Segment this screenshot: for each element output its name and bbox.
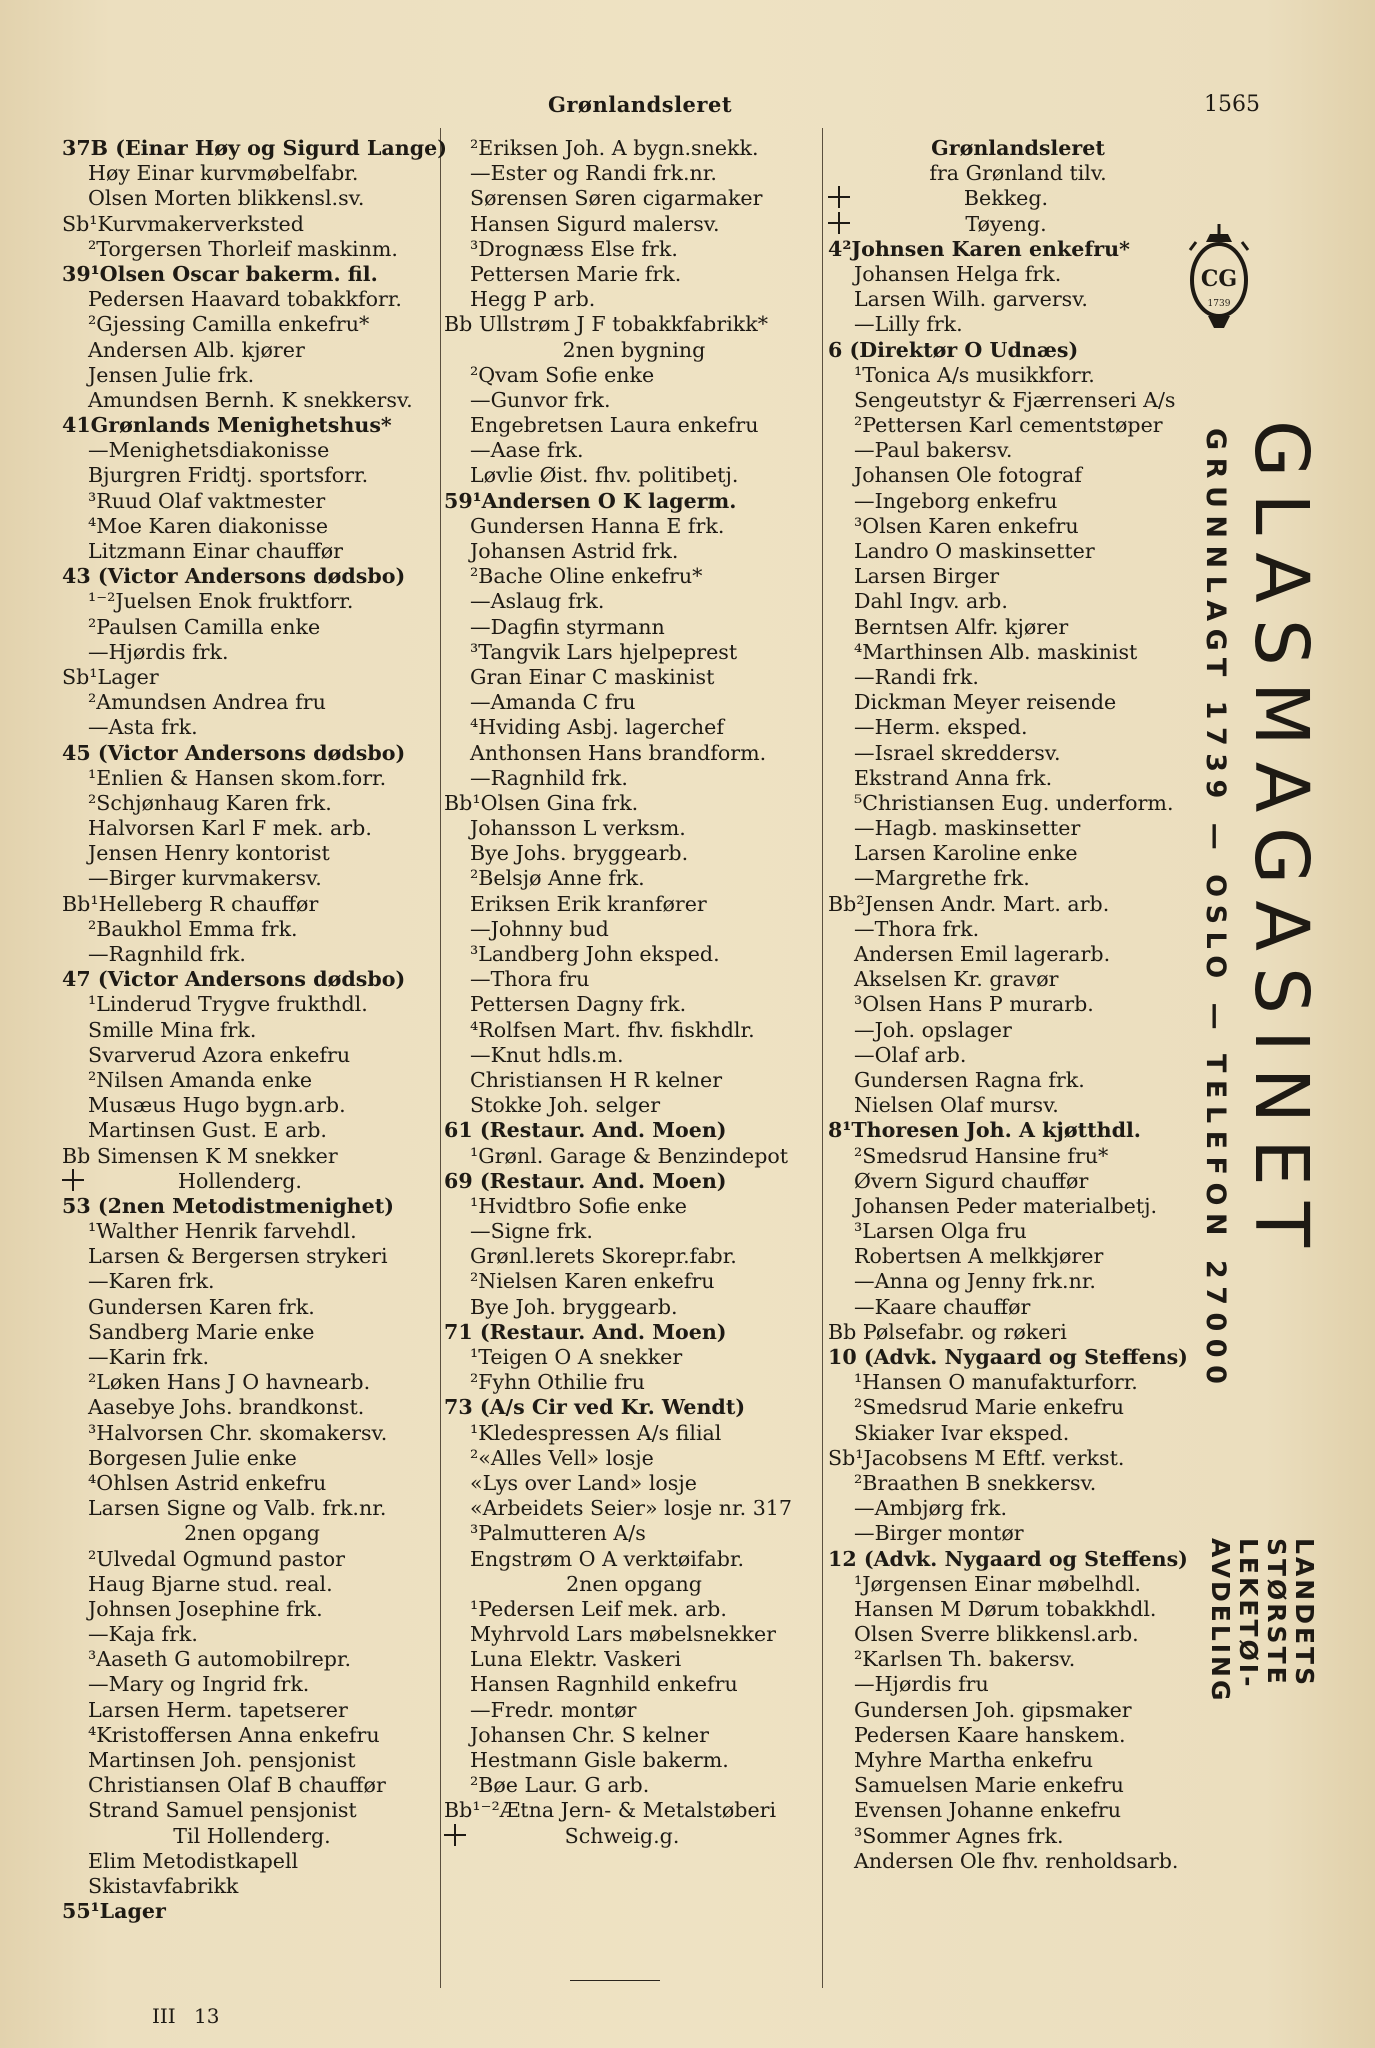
- directory-entry: Olsen Sverre blikkensl.arb.: [854, 1622, 1139, 1647]
- directory-entry: Dahl Ingv. arb.: [854, 589, 1008, 614]
- directory-entry: Myhrvold Lars møbelsnekker: [470, 1622, 776, 1647]
- directory-entry: ⁵Christiansen Eug. underform.: [854, 790, 1174, 815]
- directory-entry: Larsen Signe og Valb. frk.nr.: [88, 1496, 387, 1521]
- directory-entry: Martinsen Joh. pensjonist: [88, 1748, 356, 1772]
- directory-entry: Larsen Birger: [854, 564, 1000, 589]
- directory-entry: —Kaare chauffør: [854, 1294, 1031, 1319]
- lantern-logo-icon: [1188, 220, 1250, 340]
- directory-entry: Sengeutstyr & Fjærrenseri A/s: [854, 387, 1176, 412]
- directory-entry: [828, 212, 1208, 237]
- directory-entry: Akselsen Kr. gravør: [854, 967, 1059, 992]
- directory-entry: «Lys over Land» losje: [470, 1470, 697, 1495]
- directory-entry: Christiansen H R kelner: [470, 1067, 723, 1092]
- directory-entry: Hansen Ragnhild enkefru: [470, 1672, 738, 1697]
- directory-entry: ¹Walther Henrik farvehdl.: [88, 1219, 357, 1244]
- directory-entry: Gundersen Hanna E frk.: [470, 513, 725, 538]
- directory-entry: Martinsen Gust. E arb.: [88, 1118, 327, 1143]
- directory-column-2: [444, 136, 824, 1849]
- directory-entry: —Fredr. montør: [470, 1697, 637, 1722]
- directory-entry: Eriksen Erik kranfører: [470, 891, 707, 916]
- directory-entry: 8¹Thoresen Joh. A kjøtthdl.: [828, 1118, 1141, 1143]
- directory-entry: —Menighetsdiakonisse: [88, 438, 330, 463]
- directory-entry: 37B (Einar Høy og Sigurd Lange): [62, 136, 447, 160]
- directory-entry: —Margrethe frk.: [854, 866, 1030, 891]
- directory-entry: [62, 1169, 442, 1194]
- directory-entry: ²«Alles Vell» losje: [470, 1445, 654, 1470]
- directory-entry: —Signe frk.: [470, 1219, 593, 1244]
- directory-entry: 4²Johnsen Karen enkefru*: [828, 236, 1130, 261]
- directory-entry: Johansen Astrid frk.: [470, 539, 679, 563]
- directory-entry: 69 (Restaur. And. Moen): [444, 1168, 727, 1193]
- directory-entry: Bye Johs. bryggearb.: [470, 841, 689, 866]
- directory-entry: ³Aaseth G automobilrepr.: [88, 1647, 352, 1672]
- directory-entry: —Gunvor frk.: [470, 387, 611, 412]
- directory-entry: —Ester og Randi frk.nr.: [470, 161, 717, 186]
- directory-entry: Andersen Alb. kjører: [88, 337, 305, 362]
- directory-entry: 2nen bygning: [562, 337, 706, 362]
- directory-entry: Til Hollenderg.: [173, 1823, 331, 1848]
- directory-entry: —Birger kurvmakersv.: [88, 866, 322, 891]
- directory-entry: —Dagfin styrmann: [470, 614, 665, 639]
- directory-entry: Smille Mina frk.: [88, 1017, 257, 1042]
- directory-entry: Strand Samuel pensjonist: [88, 1798, 357, 1823]
- directory-entry: Grønlandsleret: [931, 136, 1105, 160]
- directory-entry: —Amanda C fru: [470, 690, 636, 715]
- directory-entry: Bb²Jensen Andr. Mart. arb.: [828, 891, 1110, 916]
- directory-entry: —Olaf arb.: [854, 1042, 967, 1067]
- directory-entry: ¹Enlien & Hansen skom.forr.: [88, 765, 387, 790]
- directory-entry: Bye Joh. bryggearb.: [470, 1294, 678, 1319]
- directory-entry: —Johnny bud: [470, 916, 609, 941]
- directory-entry: Ekstrand Anna frk.: [854, 765, 1053, 790]
- directory-entry: ²Baukhol Emma frk.: [88, 916, 298, 941]
- directory-entry: Berntsen Alfr. kjører: [854, 614, 1069, 639]
- directory-entry: Christiansen Olaf B chauffør: [88, 1773, 386, 1798]
- directory-entry: Samuelsen Marie enkefru: [854, 1773, 1124, 1798]
- directory-entry: —Randi frk.: [854, 664, 979, 689]
- cross-street-label: Tøyeng.: [965, 211, 1047, 236]
- directory-entry: ³Drognæss Else frk.: [470, 236, 678, 261]
- ad-side-line-3: LEKETØI-: [1234, 1538, 1263, 1690]
- directory-entry: ²Nielsen Karen enkefru: [470, 1269, 715, 1294]
- directory-entry: —Hjørdis fru: [854, 1672, 989, 1697]
- directory-entry: —Aslaug frk.: [470, 589, 605, 614]
- directory-entry: ⁴Hviding Asbj. lagerchef: [470, 715, 724, 740]
- directory-entry: ²Paulsen Camilla enke: [88, 614, 321, 639]
- directory-entry: ⁴Moe Karen diakonisse: [88, 513, 329, 538]
- directory-entry: Sb¹Jacobsens M Eftf. verkst.: [828, 1445, 1125, 1470]
- directory-column-1: [62, 136, 447, 1924]
- cross-street-marker-icon: [444, 1824, 466, 1846]
- directory-entry: ¹Hansen O manufakturforr.: [854, 1370, 1138, 1395]
- directory-entry: Johnsen Josephine frk.: [88, 1596, 323, 1621]
- directory-entry: Litzmann Einar chauffør: [88, 539, 344, 563]
- directory-entry: Gundersen Joh. gipsmaker: [854, 1697, 1132, 1722]
- directory-entry: —Ingeborg enkefru: [854, 488, 1058, 513]
- directory-entry: ²Qvam Sofie enke: [470, 362, 655, 387]
- cross-street-label: Schweig.g.: [564, 1823, 680, 1848]
- directory-entry: Dickman Meyer reisende: [854, 690, 1117, 715]
- directory-entry: Pedersen Haavard tobakkforr.: [88, 287, 402, 312]
- directory-entry: ²Eriksen Joh. A bygn.snekk.: [470, 136, 759, 160]
- directory-entry: ³Landberg John eksped.: [470, 942, 720, 966]
- directory-entry: ²Ulvedal Ogmund pastor: [88, 1546, 346, 1571]
- directory-entry: ²Bache Oline enkefru*: [470, 564, 703, 589]
- directory-entry: —Lilly frk.: [854, 312, 963, 337]
- directory-entry: Larsen & Bergersen strykeri: [88, 1244, 388, 1269]
- directory-entry: Bb¹⁻²Ætna Jern- & Metalstøberi: [444, 1798, 777, 1823]
- directory-entry: Landro O maskinsetter: [854, 539, 1095, 563]
- directory-entry: 61 (Restaur. And. Moen): [444, 1118, 727, 1143]
- directory-entry: ³Olsen Karen enkefru: [854, 513, 1079, 538]
- directory-entry: 10 (Advk. Nygaard og Steffens): [828, 1345, 1188, 1369]
- directory-entry: Hansen Sigurd malersv.: [470, 211, 720, 236]
- directory-entry: ²Fyhn Othilie fru: [470, 1370, 645, 1395]
- directory-entry: Luna Elektr. Vaskeri: [470, 1647, 682, 1672]
- directory-entry: Hegg P arb.: [470, 287, 596, 312]
- directory-entry: 2nen opgang: [184, 1521, 320, 1546]
- directory-entry: ³Larsen Olga fru: [854, 1219, 1027, 1244]
- directory-entry: ¹Hvidtbro Sofie enke: [470, 1193, 687, 1218]
- directory-entry: ²Løken Hans J O havnearb.: [88, 1370, 371, 1395]
- directory-entry: Larsen Karoline enke: [854, 841, 1078, 866]
- directory-entry: 39¹Olsen Oscar bakerm. fil.: [62, 261, 378, 286]
- directory-entry: ¹Tonica A/s musikkforr.: [854, 362, 1095, 387]
- directory-entry: Engebretsen Laura enkefru: [470, 413, 759, 438]
- directory-entry: Johansen Peder materialbetj.: [854, 1193, 1158, 1218]
- directory-entry: —Israel skreddersv.: [854, 740, 1061, 765]
- directory-entry: Borgesen Julie enke: [88, 1445, 297, 1470]
- directory-entry: [828, 186, 1208, 211]
- ad-headline: GLASMAGASINET: [1238, 420, 1324, 1264]
- directory-entry: Johansson L verksm.: [470, 816, 686, 841]
- directory-entry: 6 (Direktør O Udnæs): [828, 337, 1079, 362]
- directory-entry: fra Grønland tilv.: [929, 161, 1107, 186]
- directory-entry: ³Halvorsen Chr. skomakersv.: [88, 1420, 388, 1445]
- directory-entry: 55¹Lager: [62, 1899, 166, 1924]
- directory-entry: Sørensen Søren cigarmaker: [470, 186, 763, 211]
- directory-entry: [444, 1824, 824, 1849]
- directory-entry: Johansen Ole fotograf: [854, 463, 1082, 488]
- directory-entry: —Hagb. maskinsetter: [854, 816, 1081, 841]
- directory-entry: —Asta frk.: [88, 715, 198, 740]
- directory-entry: ¹⁻²Juelsen Enok fruktforr.: [88, 589, 354, 614]
- directory-entry: Olsen Morten blikkensl.sv.: [88, 186, 365, 211]
- directory-entry: —Kaja frk.: [88, 1622, 198, 1647]
- directory-entry: ²Braathen B snekkersv.: [854, 1470, 1097, 1495]
- directory-entry: Johansen Helga frk.: [854, 261, 1062, 286]
- directory-entry: —Anna og Jenny frk.nr.: [854, 1269, 1096, 1294]
- directory-entry: ⁴Kristoffersen Anna enkefru: [88, 1722, 380, 1747]
- directory-entry: —Aase frk.: [470, 438, 584, 463]
- directory-entry: ⁴Marthinsen Alb. maskinist: [854, 639, 1138, 664]
- directory-entry: Johansen Chr. S kelner: [470, 1722, 709, 1747]
- directory-entry: Sb¹Lager: [62, 664, 159, 689]
- cross-street-label: Bekkeg.: [963, 186, 1049, 211]
- directory-entry: —Hjørdis frk.: [88, 639, 229, 664]
- directory-entry: ³Palmutteren A/s: [470, 1521, 646, 1546]
- page-header-title: Grønlandsleret: [547, 92, 733, 117]
- directory-entry: Skiaker Ivar eksped.: [854, 1420, 1070, 1445]
- directory-entry: —Joh. opslager: [854, 1017, 1012, 1042]
- directory-entry: Øvern Sigurd chauffør: [854, 1168, 1089, 1193]
- cross-street-label: Hollenderg.: [178, 1168, 302, 1193]
- page-number: 1565: [1204, 92, 1260, 117]
- directory-entry: Jensen Henry kontorist: [88, 841, 330, 866]
- directory-entry: Bb Pølsefabr. og røkeri: [828, 1319, 1067, 1344]
- directory-entry: Bjurgren Fridtj. sportsforr.: [88, 463, 369, 488]
- directory-entry: ²Bøe Laur. G arb.: [470, 1773, 650, 1798]
- directory-entry: ³Tangvik Lars hjelpeprest: [470, 639, 738, 664]
- directory-entry: 53 (2nen Metodistmenighet): [62, 1193, 395, 1218]
- logo-letters: CG: [1200, 266, 1238, 292]
- directory-entry: —Karen frk.: [88, 1269, 215, 1294]
- directory-entry: ³Ruud Olaf vaktmester: [88, 488, 326, 513]
- directory-entry: 71 (Restaur. And. Moen): [444, 1319, 727, 1344]
- directory-entry: Pettersen Dagny frk.: [470, 992, 687, 1017]
- directory-entry: Musæus Hugo bygn.arb.: [88, 1093, 346, 1118]
- section-end-rule: [570, 1980, 660, 1981]
- directory-column-3: [828, 136, 1208, 1874]
- directory-entry: ²Nilsen Amanda enke: [88, 1067, 313, 1092]
- directory-entry: Svarverud Azora enkefru: [88, 1042, 351, 1067]
- directory-entry: —Ragnhild frk.: [470, 765, 628, 790]
- directory-entry: ³Olsen Hans P murarb.: [854, 992, 1094, 1017]
- directory-entry: Elim Metodistkapell: [88, 1848, 299, 1873]
- logo-year: 1739: [1207, 299, 1231, 309]
- directory-entry: ⁴Ohlsen Astrid enkefru: [88, 1470, 327, 1495]
- directory-entry: Andersen Emil lagerarb.: [854, 942, 1111, 966]
- directory-entry: Pedersen Kaare hanskem.: [854, 1722, 1126, 1747]
- directory-entry: —Ambjørg frk.: [854, 1496, 1008, 1521]
- cross-street-marker-icon: [828, 186, 850, 208]
- directory-entry: ¹Grønl. Garage & Benzindepot: [470, 1143, 789, 1168]
- directory-entry: 41Grønlands Menighetshus*: [62, 413, 392, 438]
- directory-entry: Gundersen Ragna frk.: [854, 1067, 1085, 1092]
- cross-street-marker-icon: [62, 1169, 84, 1191]
- directory-entry: Bb¹Olsen Gina frk.: [444, 790, 639, 815]
- directory-entry: 2nen opgang: [566, 1571, 702, 1596]
- directory-entry: —Birger montør: [854, 1521, 1024, 1546]
- directory-entry: Hestmann Gisle bakerm.: [470, 1748, 729, 1772]
- directory-entry: ²Karlsen Th. bakersv.: [854, 1647, 1076, 1672]
- directory-entry: —Paul bakersv.: [854, 438, 1013, 463]
- directory-entry: Gundersen Karen frk.: [88, 1294, 315, 1319]
- directory-entry: Sandberg Marie enke: [88, 1319, 315, 1344]
- directory-entry: ¹Jørgensen Einar møbelhdl.: [854, 1571, 1141, 1596]
- directory-entry: Aasebye Johs. brandkonst.: [88, 1395, 365, 1420]
- directory-entry: Løvlie Øist. fhv. politibetj.: [470, 463, 739, 488]
- directory-entry: —Herm. eksped.: [854, 715, 1028, 740]
- directory-entry: Andersen Ole fhv. renholdsarb.: [854, 1848, 1179, 1873]
- directory-entry: ²Pettersen Karl cementstøper: [854, 413, 1163, 438]
- directory-entry: ²Gjessing Camilla enkefru*: [88, 312, 370, 337]
- directory-entry: —Mary og Ingrid frk.: [88, 1672, 310, 1697]
- directory-entry: ¹Teigen O A snekker: [470, 1345, 683, 1369]
- directory-entry: ³Sommer Agnes frk.: [854, 1823, 1064, 1848]
- directory-entry: ¹Pedersen Leif mek. arb.: [470, 1596, 727, 1621]
- directory-entry: Stokke Joh. selger: [470, 1093, 661, 1118]
- ad-side-line-2: STØRSTE: [1262, 1538, 1291, 1687]
- directory-entry: Evensen Johanne enkefru: [854, 1798, 1121, 1823]
- directory-entry: —Thora frk.: [854, 916, 980, 941]
- directory-entry: —Ragnhild frk.: [88, 942, 246, 966]
- ad-side-line-1: LANDETS: [1290, 1538, 1319, 1689]
- directory-entry: Pettersen Marie frk.: [470, 261, 682, 286]
- cross-street-marker-icon: [828, 212, 850, 234]
- directory-entry: —Knut hdls.m.: [470, 1042, 624, 1067]
- directory-entry: ²Smedsrud Marie enkefru: [854, 1395, 1125, 1420]
- directory-entry: Engstrøm O A verktøifabr.: [470, 1546, 745, 1571]
- directory-entry: Robertsen A melkkjører: [854, 1244, 1104, 1269]
- directory-entry: ²Torgersen Thorleif maskinm.: [88, 236, 398, 261]
- directory-entry: Sb¹Kurvmakerverksted: [62, 211, 304, 236]
- directory-entry: Grønl.lerets Skorepr.fabr.: [470, 1244, 737, 1269]
- directory-entry: ²Belsjø Anne frk.: [470, 866, 645, 891]
- directory-entry: Larsen Wilh. garversv.: [854, 287, 1088, 312]
- directory-entry: 59¹Andersen O K lagerm.: [444, 488, 737, 513]
- directory-entry: Nielsen Olaf mursv.: [854, 1093, 1059, 1118]
- directory-entry: Bb¹Helleberg R chauffør: [62, 891, 319, 916]
- directory-entry: «Arbeidets Seier» losje nr. 317: [470, 1496, 793, 1521]
- directory-entry: Jensen Julie frk.: [88, 362, 255, 387]
- ad-subline: GRUNNLAGT 1739 — OSLO — TELEFON 27000: [1200, 428, 1231, 1392]
- directory-entry: Larsen Herm. tapetserer: [88, 1697, 348, 1722]
- directory-entry: 73 (A/s Cir ved Kr. Wendt): [444, 1395, 746, 1420]
- directory-entry: Anthonsen Hans brandform.: [470, 740, 767, 765]
- directory-entry: Gran Einar C maskinist: [470, 664, 715, 689]
- directory-entry: ⁴Rolfsen Mart. fhv. fiskhdlr.: [470, 1017, 755, 1042]
- directory-entry: Hansen M Dørum tobakkhdl.: [854, 1596, 1157, 1621]
- directory-entry: Høy Einar kurvmøbelfabr.: [88, 161, 359, 186]
- directory-entry: 12 (Advk. Nygaard og Steffens): [828, 1546, 1188, 1571]
- directory-entry: ²Amundsen Andrea fru: [88, 690, 326, 715]
- directory-entry: ²Schjønhaug Karen frk.: [88, 790, 332, 815]
- directory-entry: Halvorsen Karl F mek. arb.: [88, 816, 372, 841]
- ad-side-line-4: AVDELING: [1206, 1538, 1235, 1704]
- directory-entry: Bb Ullstrøm J F tobakkfabrikk*: [444, 312, 769, 337]
- directory-entry: Myhre Martha enkefru: [854, 1748, 1093, 1772]
- directory-entry: ¹Linderud Trygve frukthdl.: [88, 992, 368, 1017]
- signature-mark: III 13: [152, 2004, 220, 2028]
- directory-entry: ¹Kledespressen A/s filial: [470, 1420, 722, 1445]
- directory-entry: ²Smedsrud Hansine fru*: [854, 1143, 1109, 1168]
- directory-entry: —Thora fru: [470, 967, 590, 992]
- directory-entry: 43 (Victor Andersons dødsbo): [62, 564, 406, 589]
- directory-entry: —Karin frk.: [88, 1345, 209, 1369]
- directory-entry: Haug Bjarne stud. real.: [88, 1571, 333, 1596]
- directory-entry: 47 (Victor Andersons dødsbo): [62, 967, 406, 992]
- directory-entry: Amundsen Bernh. K snekkersv.: [88, 387, 413, 412]
- directory-entry: Skistavfabrikk: [88, 1873, 239, 1898]
- directory-entry: Bb Simensen K M snekker: [62, 1143, 338, 1168]
- directory-entry: 45 (Victor Andersons dødsbo): [62, 740, 406, 765]
